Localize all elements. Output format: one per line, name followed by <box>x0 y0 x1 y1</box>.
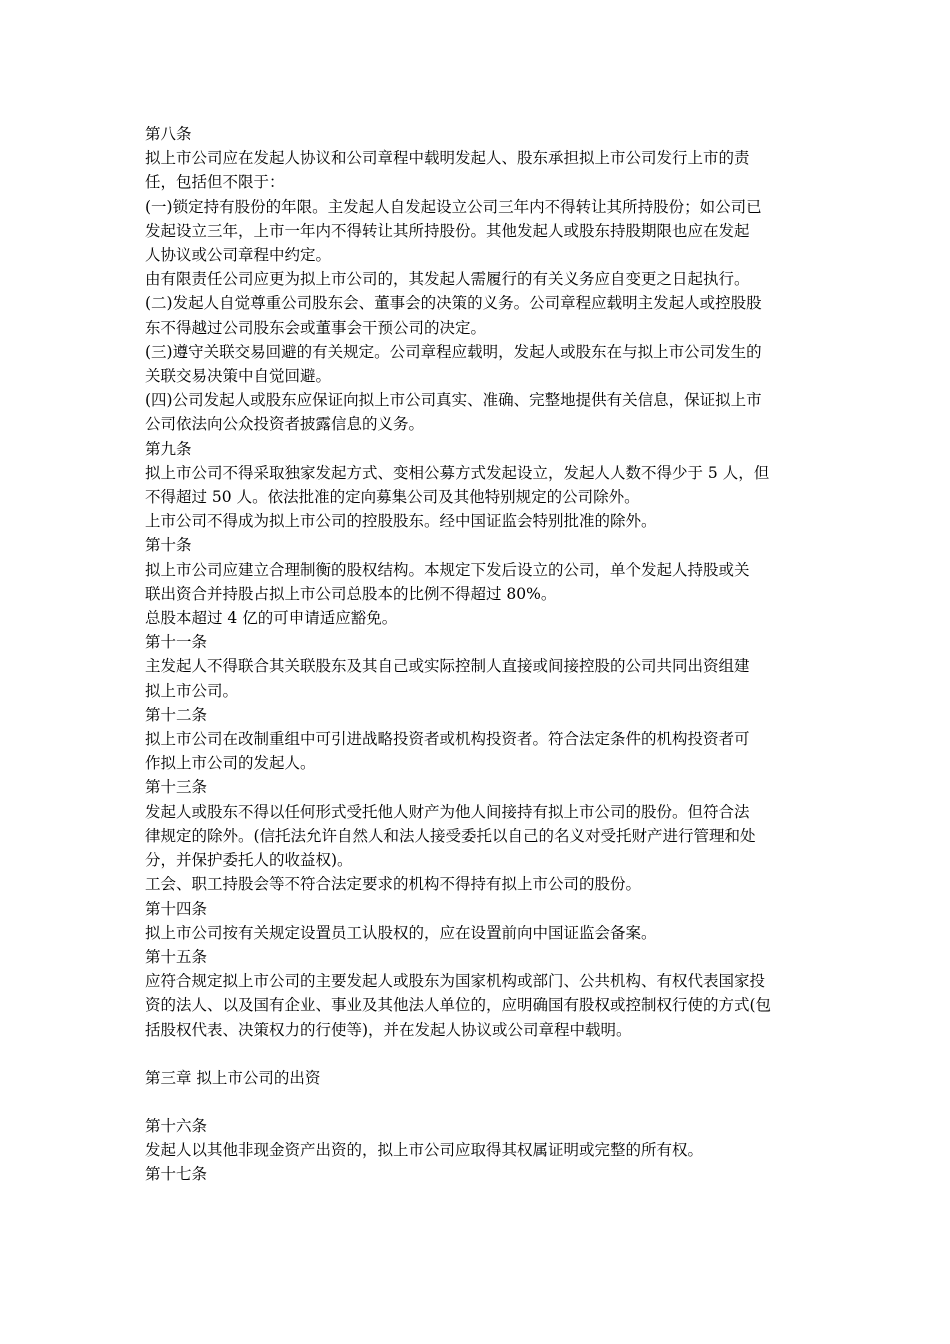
text-line: 发起设立三年，上市一年内不得转让其所持股份。其他发起人或股东持股期限也应在发起 <box>145 221 750 240</box>
text-line: 拟上市公司不得采取独家发起方式、变相公募方式发起设立，发起人人数不得少于 5 人，但 <box>145 463 770 482</box>
text-line: 第十四条 <box>145 899 208 918</box>
text-line: 工会、职工持股会等不符合法定要求的机构不得持有拟上市公司的股份。 <box>145 875 642 894</box>
text-line: 第十一条 <box>145 633 208 652</box>
paragraph <box>145 558 813 606</box>
text-line: 人协议或公司章程中约定。 <box>145 246 332 265</box>
article-heading <box>145 703 813 727</box>
text-line: 作拟上市公司的发起人。 <box>145 754 316 773</box>
text-line: 不得超过 50 人。依法批准的定向募集公司及其他特别规定的公司除外。 <box>145 488 640 507</box>
text-line: 拟上市公司在改制重组中可引进战略投资者或机构投资者。符合法定条件的机构投资者可 <box>145 730 750 749</box>
article-heading <box>145 122 813 146</box>
paragraph <box>145 195 813 268</box>
text-line: (二)发起人自觉尊重公司股东会、董事会的决策的义务。公司章程应载明主发起人或控股股 <box>145 294 762 313</box>
article-heading <box>145 533 813 557</box>
text-line: 联出资合并持股占拟上市公司总股本的比例不得超过 80%。 <box>145 584 557 603</box>
article-heading <box>145 1162 813 1186</box>
text-line: 拟上市公司应建立合理制衡的股权结构。本规定下发后设立的公司，单个发起人持股或关 <box>145 560 750 579</box>
text-line: 第十六条 <box>145 1116 208 1135</box>
paragraph <box>145 654 813 702</box>
paragraph <box>145 969 813 1042</box>
article-heading <box>145 945 813 969</box>
text-line: 律规定的除外。(信托法允许自然人和法人接受委托以自己的名义对受托财产进行管理和处 <box>145 826 756 845</box>
text-line: 上市公司不得成为拟上市公司的控股股东。经中国证监会特别批准的除外。 <box>145 512 657 531</box>
chapter-heading <box>145 1066 813 1090</box>
text-line: 第九条 <box>145 439 192 458</box>
text-line: 发起人或股东不得以任何形式受托他人财产为他人间接持有拟上市公司的股份。但符合法 <box>145 802 750 821</box>
article-heading <box>145 775 813 799</box>
text-line: 拟上市公司按有关规定设置员工认股权的，应在设置前向中国证监会备案。 <box>145 923 657 942</box>
text-line: 分，并保护委托人的收益权)。 <box>145 851 353 870</box>
article-heading <box>145 437 813 461</box>
text-line: 资的法人、以及国有企业、事业及其他法人单位的，应明确国有股权或控制权行使的方式(包 <box>145 996 772 1015</box>
text-line: 第十二条 <box>145 705 208 724</box>
text-line: 由有限责任公司应更为拟上市公司的，其发起人需履行的有关义务应自变更之日起执行。 <box>145 270 750 289</box>
text-line: 关联交易决策中自觉回避。 <box>145 367 332 386</box>
article-heading <box>145 897 813 921</box>
paragraph <box>145 509 813 533</box>
paragraph <box>145 872 813 896</box>
text-line: 第十五条 <box>145 947 208 966</box>
text-line: 拟上市公司。 <box>145 681 239 700</box>
text-line: 发起人以其他非现金资产出资的，拟上市公司应取得其权属证明或完整的所有权。 <box>145 1141 704 1160</box>
text-line: 第十三条 <box>145 778 208 797</box>
text-line: 总股本超过 4 亿的可申请适应豁免。 <box>145 609 398 628</box>
text-line: 应符合规定拟上市公司的主要发起人或股东为国家机构或部门、公共机构、有权代表国家投 <box>145 972 766 991</box>
text-line: 主发起人不得联合其关联股东及其自己或实际控制人直接或间接控股的公司共同出资组建 <box>145 657 750 676</box>
paragraph <box>145 921 813 945</box>
text-line: 第八条 <box>145 125 192 143</box>
document-page <box>145 122 813 1187</box>
text-line: 拟上市公司应在发起人协议和公司章程中载明发起人、股东承担拟上市公司发行上市的责 <box>145 149 750 168</box>
paragraph <box>145 146 813 194</box>
article-heading <box>145 630 813 654</box>
paragraph <box>145 800 813 873</box>
paragraph <box>145 727 813 775</box>
text-line: 第十七条 <box>145 1165 208 1184</box>
text-line: (一)锁定持有股份的年限。主发起人自发起设立公司三年内不得转让其所持股份；如公司已 <box>145 197 762 216</box>
paragraph <box>145 291 813 339</box>
text-line: (三)遵守关联交易回避的有关规定。公司章程应载明，发起人或股东在与拟上市公司发生的 <box>145 342 762 361</box>
article-heading <box>145 1114 813 1138</box>
paragraph <box>145 340 813 388</box>
text-line: 第十条 <box>145 536 192 555</box>
text-line: 公司依法向公众投资者披露信息的义务。 <box>145 415 425 434</box>
text-line: 任，包括但不限于： <box>145 173 285 192</box>
paragraph <box>145 461 813 509</box>
paragraph <box>145 388 813 436</box>
text-line: 括股权代表、决策权力的行使等)，并在发起人协议或公司章程中载明。 <box>145 1020 632 1039</box>
paragraph <box>145 267 813 291</box>
paragraph <box>145 1138 813 1162</box>
text-line: (四)公司发起人或股东应保证向拟上市公司真实、准确、完整地提供有关信息，保证拟上市 <box>145 391 762 410</box>
text-line: 第三章 拟上市公司的出资 <box>145 1068 321 1087</box>
paragraph <box>145 606 813 630</box>
text-line: 东不得越过公司股东会或董事会干预公司的决定。 <box>145 318 487 337</box>
